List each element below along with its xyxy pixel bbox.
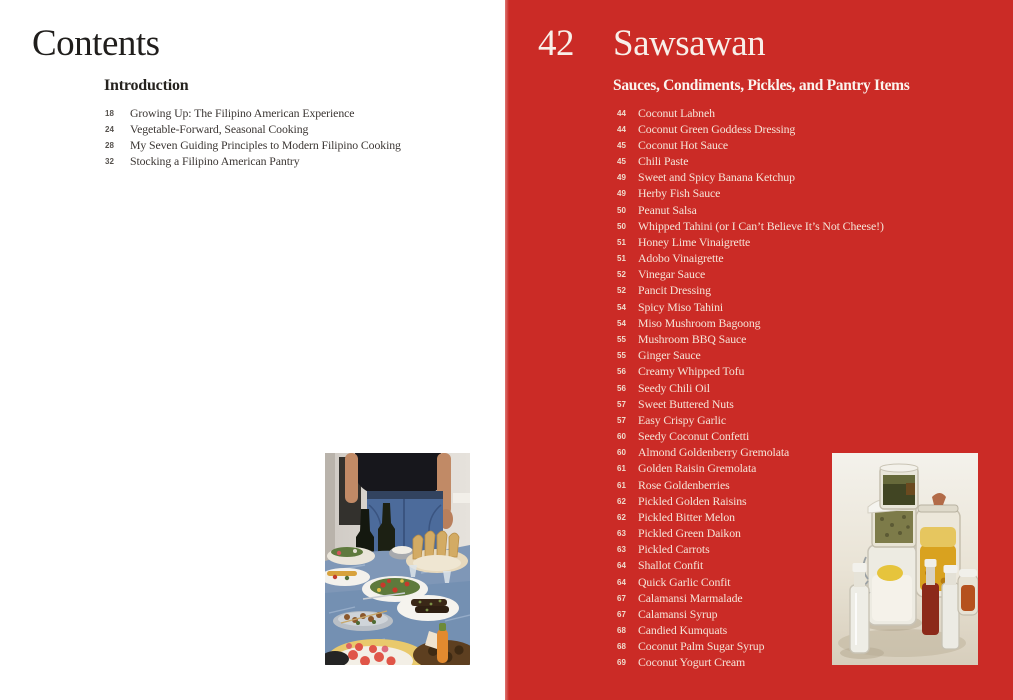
item-title: Spicy Miso Tahini — [638, 299, 724, 314]
item-title: Easy Crispy Garlic — [638, 412, 726, 427]
introduction-toc-list — [105, 105, 495, 169]
page-number: 55 — [617, 351, 626, 361]
page-number: 50 — [617, 221, 626, 231]
page-number: 60 — [617, 432, 626, 442]
item-title: Pickled Bitter Melon — [638, 509, 735, 524]
toc-item — [617, 283, 1007, 299]
page-number: 49 — [617, 173, 626, 183]
page-number: 57 — [617, 399, 626, 409]
item-title: Almond Goldenberry Gremolata — [638, 445, 790, 460]
item-title: Pickled Golden Raisins — [638, 493, 747, 508]
item-title: Coconut Hot Sauce — [638, 137, 729, 152]
contents-page — [0, 0, 505, 700]
page-number: 56 — [617, 367, 626, 377]
item-title: Growing Up: The Filipino American Experience — [130, 105, 355, 120]
page-number: 51 — [617, 237, 626, 247]
chapter-page-number: 42 — [538, 23, 574, 64]
page-number: 67 — [617, 609, 626, 619]
toc-item — [617, 364, 1007, 380]
item-title: Candied Kumquats — [638, 623, 728, 638]
chapter-subtitle: Sauces, Condiments, Pickles, and Pantry Items — [613, 77, 910, 94]
page-number: 18 — [105, 108, 114, 118]
page-number: 68 — [617, 642, 626, 652]
page-number: 54 — [617, 318, 626, 328]
page-number: 57 — [617, 415, 626, 425]
page-number: 67 — [617, 593, 626, 603]
toc-item — [617, 348, 1007, 364]
page-number: 54 — [617, 302, 626, 312]
item-title: Stocking a Filipino American Pantry — [130, 153, 300, 168]
item-title: Coconut Palm Sugar Syrup — [638, 639, 765, 654]
jars-photo — [832, 453, 978, 665]
page-number: 61 — [617, 480, 626, 490]
item-title: Coconut Labneh — [638, 105, 715, 120]
page-number: 50 — [617, 205, 626, 215]
page-number: 45 — [617, 140, 626, 150]
item-title: Pancit Dressing — [638, 283, 711, 298]
page-number: 62 — [617, 512, 626, 522]
toc-item — [617, 154, 1007, 170]
item-title: Peanut Salsa — [638, 202, 697, 217]
toc-item — [617, 380, 1007, 396]
page-gutter — [505, 0, 509, 700]
page-number: 62 — [617, 496, 626, 506]
party-table-photo — [325, 453, 470, 665]
toc-item — [617, 105, 1007, 121]
toc-item — [617, 137, 1007, 153]
item-title: Creamy Whipped Tofu — [638, 364, 745, 379]
page-number: 28 — [105, 140, 114, 150]
page-title: Contents — [32, 23, 160, 64]
page-number: 44 — [617, 108, 626, 118]
toc-item — [617, 170, 1007, 186]
toc-item — [617, 251, 1007, 267]
page-number: 56 — [617, 383, 626, 393]
page-number: 55 — [617, 334, 626, 344]
page-number: 49 — [617, 189, 626, 199]
item-title: Pickled Carrots — [638, 542, 710, 557]
item-title: Chili Paste — [638, 154, 689, 169]
toc-item — [617, 412, 1007, 428]
toc-item — [617, 186, 1007, 202]
item-title: Calamansi Syrup — [638, 606, 718, 621]
toc-item — [617, 218, 1007, 234]
item-title: Coconut Yogurt Cream — [638, 655, 746, 670]
page-number: 61 — [617, 464, 626, 474]
toc-item — [617, 315, 1007, 331]
page-number: 52 — [617, 270, 626, 280]
item-title: Honey Lime Vinaigrette — [638, 234, 751, 249]
page-number: 51 — [617, 254, 626, 264]
item-title: Rose Goldenberries — [638, 477, 730, 492]
item-title: Ginger Sauce — [638, 348, 701, 363]
item-title: Vinegar Sauce — [638, 267, 706, 282]
item-title: Shallot Confit — [638, 558, 704, 573]
toc-item — [617, 428, 1007, 444]
page-number: 52 — [617, 286, 626, 296]
page-number: 44 — [617, 124, 626, 134]
toc-item — [105, 121, 495, 137]
item-title: Sweet and Spicy Banana Ketchup — [638, 170, 795, 185]
page-number: 60 — [617, 448, 626, 458]
toc-item — [617, 396, 1007, 412]
page-number: 63 — [617, 529, 626, 539]
page-number: 68 — [617, 626, 626, 636]
item-title: Calamansi Marmalade — [638, 590, 743, 605]
item-title: Whipped Tahini (or I Can’t Believe It’s Not Cheese!) — [638, 218, 884, 233]
page-number: 32 — [105, 156, 114, 166]
toc-item — [617, 202, 1007, 218]
chapter-title: Sawsawan — [613, 23, 766, 64]
item-title: My Seven Guiding Principles to Modern Filipino Cooking — [130, 137, 401, 152]
item-title: Seedy Chili Oil — [638, 380, 710, 395]
toc-item — [617, 234, 1007, 250]
item-title: Adobo Vinaigrette — [638, 251, 724, 266]
chapter-page — [505, 0, 1013, 700]
item-title: Mushroom BBQ Sauce — [638, 331, 747, 346]
page-number: 24 — [105, 124, 114, 134]
page-number: 45 — [617, 157, 626, 167]
item-title: Seedy Coconut Confetti — [638, 429, 750, 444]
toc-item — [105, 105, 495, 121]
item-title: Sweet Buttered Nuts — [638, 396, 734, 411]
page-number: 64 — [617, 561, 626, 571]
toc-item — [617, 331, 1007, 347]
page-number: 64 — [617, 577, 626, 587]
toc-item — [617, 299, 1007, 315]
toc-item — [617, 121, 1007, 137]
item-title: Miso Mushroom Bagoong — [638, 315, 761, 330]
item-title: Quick Garlic Confit — [638, 574, 731, 589]
page-number: 69 — [617, 658, 626, 668]
toc-item — [105, 153, 495, 169]
item-title: Coconut Green Goddess Dressing — [638, 121, 796, 136]
item-title: Herby Fish Sauce — [638, 186, 721, 201]
item-title: Golden Raisin Gremolata — [638, 461, 757, 476]
item-title: Vegetable-Forward, Seasonal Cooking — [130, 121, 309, 136]
toc-item — [617, 267, 1007, 283]
introduction-heading: Introduction — [104, 77, 189, 94]
toc-item — [105, 137, 495, 153]
item-title: Pickled Green Daikon — [638, 526, 741, 541]
page-number: 63 — [617, 545, 626, 555]
